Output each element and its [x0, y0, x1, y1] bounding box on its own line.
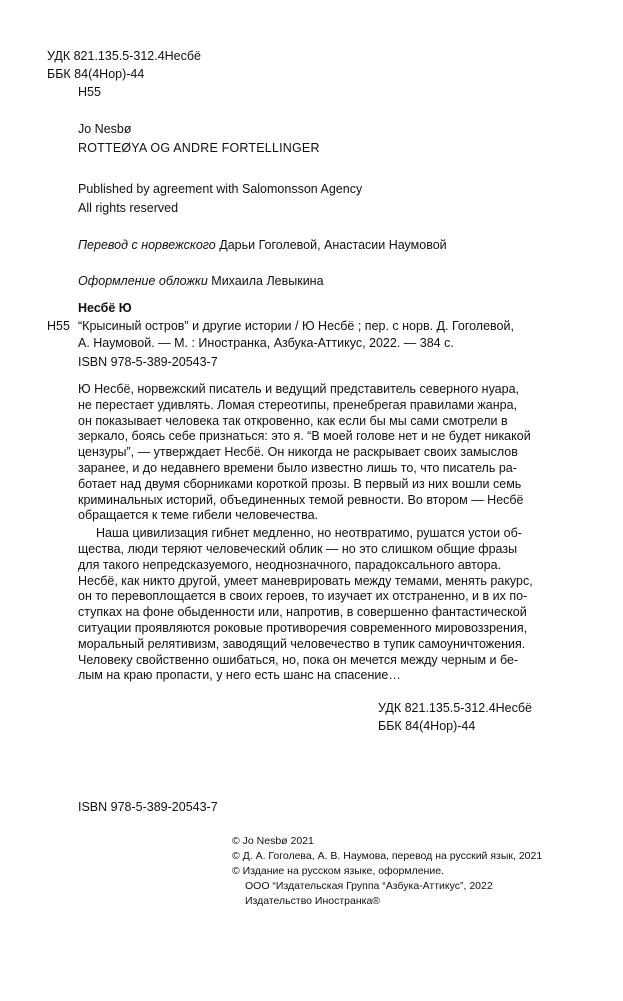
catalog-isbn: ISBN 978-5-389-20543-7 — [78, 355, 218, 369]
annotation-line: заранее, и до недавнего времени было известно лишь то, что писатель ра- — [78, 460, 517, 475]
bbk-code-right: ББК 84(4Нор)-44 — [378, 719, 476, 733]
copyright-4: ООО “Издательская Группа “Азбука-Аттикус”, 2022 — [245, 880, 493, 892]
cover-designer: Михаила Левыкина — [211, 274, 324, 288]
annotation-paragraph-2 — [78, 526, 533, 684]
isbn-bottom: ISBN 978-5-389-20543-7 — [78, 800, 218, 814]
annotation-line: он то перевоплощается в своих героев, то изучает их отстраненно, и в их по- — [78, 589, 528, 604]
annotation-line: криминальных историй, объединенных темой ревности. Во втором — Несбё — [78, 492, 524, 507]
catalog-code: Н55 — [47, 319, 70, 333]
annotation-line: лым на краю пропасти, у него есть шанс на спасение… — [78, 668, 401, 683]
original-title: ROTTEØYA OG ANDRE FORTELLINGER — [78, 141, 320, 155]
annotation-line: Несбё, как никто другой, умеет маневрировать между темами, менять ракурс, — [78, 573, 533, 588]
annotation-line: обращается к теме гибели человечества. — [78, 508, 319, 523]
rights-reserved: All rights reserved — [78, 201, 179, 215]
translation-credit — [78, 237, 447, 253]
catalog-author: Несбё Ю — [78, 301, 132, 315]
annotation-line: Человеку свойственно ошибаться, но, пока он мечется между черным и бе- — [78, 652, 519, 667]
annotation-line: ступках на фоне обыденности или, напротив, в совершенно фантастической — [78, 605, 527, 620]
annotation-line: ситуации проявляются роковые противоречия современного мировоззрения, — [78, 620, 528, 635]
udk-code: УДК 821.135.5-312.4Несбё — [47, 49, 201, 63]
translator-names: Дарьи Гоголевой, Анастасии Наумовой — [219, 238, 447, 252]
original-author: Jo Nesbø — [78, 122, 132, 136]
annotation-line: цензуры”, — утверждает Несбё. Он никогда не раскрывает своих замыслов — [78, 445, 518, 460]
annotation-line: моральный релятивизм, заводящий человечество в тупик самоуничтожения. — [78, 636, 526, 651]
bbk-code: ББК 84(4Нор)-44 — [47, 67, 145, 81]
author-mark: Н55 — [78, 85, 101, 99]
annotation-paragraph-1 — [78, 382, 533, 524]
udk-code-right: УДК 821.135.5-312.4Несбё — [378, 701, 532, 715]
cover-credit — [78, 273, 324, 289]
annotation-line: он показывает человека так откровенно, как если бы мы сами смотрели в — [78, 413, 508, 428]
annotation-line: щества, люди теряют человеческий облик — но это слишком общие фразы — [78, 541, 518, 556]
annotation — [78, 382, 533, 684]
annotation-line: Наша цивилизация гибнет медленно, но неотвратимо, рушатся устои об- — [96, 526, 522, 541]
cover-label: Оформление обложки — [78, 274, 208, 288]
copyright-3: © Издание на русском языке, оформление. — [232, 865, 444, 877]
annotation-line: ботает над двумя сборниками короткой прозы. В первый из них вошли семь — [78, 476, 522, 491]
translation-label: Перевод с норвежского — [78, 238, 216, 252]
catalog-line-2: А. Наумовой. — М. : Иностранка, Азбука-Аттикус, 2022. — 384 с. — [78, 336, 454, 350]
annotation-line: зеркало, боясь себе признаться: это я. “В моей голове нет и не будет никакой — [78, 429, 531, 444]
annotation-line: Ю Несбё, норвежский писатель и ведущий представитель северного нуара, — [78, 382, 520, 396]
copyright-2: © Д. А. Гоголева, А. В. Наумова, перевод на русский язык, 2021 — [232, 850, 543, 862]
copyright-5: Издательство Иностранка® — [245, 895, 381, 907]
catalog-line-1: “Крысиный остров” и другие истории / Ю Несбё ; пер. с норв. Д. Гоголевой, — [78, 319, 514, 333]
agreement-line: Published by agreement with Salomonsson Agency — [78, 182, 363, 196]
copyright-1: © Jo Nesbø 2021 — [232, 835, 314, 847]
annotation-line: для такого непредсказуемого, неоднозначного, парадоксального автора. — [78, 557, 502, 572]
annotation-line: не перестает удивлять. Ломая стереотипы, пренебрегая правилами жанра, — [78, 397, 518, 412]
